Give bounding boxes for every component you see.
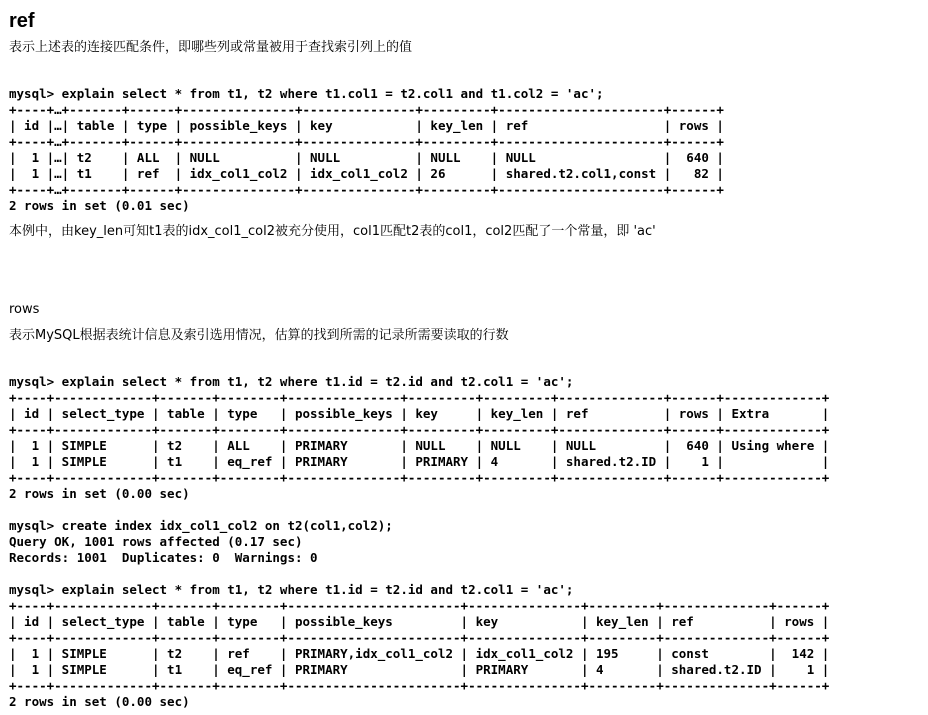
code-line: +----+…+-------+------+---------------+---------------+---------+----------------------+------+	[9, 182, 724, 197]
code-line: mysql> explain select * from t1, t2 where t1.id = t2.id and t2.col1 = 'ac';	[9, 374, 574, 389]
code-line: | id | select_type | table | type | possible_keys | key | key_len | ref | rows | Extra |	[9, 406, 830, 421]
ref-code-block	[9, 86, 724, 214]
ref-heading: ref	[9, 10, 35, 32]
code-line: 2 rows in set (0.00 sec)	[9, 694, 190, 709]
code-line: mysql> create index idx_col1_col2 on t2(col1,col2);	[9, 518, 393, 533]
code-line: +----+-------------+-------+--------+-----------------------+---------------+---------+--------------+------+	[9, 598, 830, 613]
code-line: +----+-------------+-------+--------+---------------+---------+---------+--------------+------+-------------+	[9, 470, 830, 485]
code-line: +----+-------------+-------+--------+-----------------------+---------------+---------+--------------+------+	[9, 630, 830, 645]
code-line: mysql> explain select * from t1, t2 where t1.id = t2.id and t2.col1 = 'ac';	[9, 582, 574, 597]
code-line: | 1 | SIMPLE | t1 | eq_ref | PRIMARY | PRIMARY | 4 | shared.t2.ID | 1 |	[9, 662, 830, 677]
rows-description: 表示MySQL根据表统计信息及索引选用情况，估算的找到所需的记录所需要读取的行数	[9, 328, 509, 343]
code-line: Records: 1001 Duplicates: 0 Warnings: 0	[9, 550, 318, 565]
rows-code-block	[9, 374, 829, 710]
code-line: +----+-------------+-------+--------+---------------+---------+---------+--------------+------+-------------+	[9, 390, 830, 405]
code-line: 2 rows in set (0.00 sec)	[9, 486, 190, 501]
code-line: Query OK, 1001 rows affected (0.17 sec)	[9, 534, 303, 549]
code-line: | id |…| table | type | possible_keys | key | key_len | ref | rows |	[9, 118, 724, 133]
code-line: +----+…+-------+------+---------------+---------------+---------+----------------------+------+	[9, 134, 724, 149]
code-line: +----+…+-------+------+---------------+---------------+---------+----------------------+------+	[9, 102, 724, 117]
code-line: +----+-------------+-------+--------+---------------+---------+---------+--------------+------+-------------+	[9, 422, 830, 437]
code-line: 2 rows in set (0.01 sec)	[9, 198, 190, 213]
code-line: | 1 | SIMPLE | t1 | eq_ref | PRIMARY | PRIMARY | 4 | shared.t2.ID | 1 | |	[9, 454, 830, 469]
ref-note: 本例中，由key_len可知t1表的idx_col1_col2被充分使用，col1匹配t2表的col1，col2匹配了一个常量，即 'ac'	[9, 224, 656, 239]
code-line: | id | select_type | table | type | possible_keys | key | key_len | ref | rows |	[9, 614, 830, 629]
code-line: | 1 |…| t2 | ALL | NULL | NULL | NULL | NULL | 640 |	[9, 150, 724, 165]
code-line: +----+-------------+-------+--------+-----------------------+---------------+---------+--------------+------+	[9, 678, 830, 693]
code-line: | 1 | SIMPLE | t2 | ref | PRIMARY,idx_col1_col2 | idx_col1_col2 | 195 | const | 142 |	[9, 646, 830, 661]
code-line: | 1 |…| t1 | ref | idx_col1_col2 | idx_col1_col2 | 26 | shared.t2.col1,const | 82 |	[9, 166, 724, 181]
code-line: mysql> explain select * from t1, t2 where t1.col1 = t2.col1 and t1.col2 = 'ac';	[9, 86, 604, 101]
ref-description: 表示上述表的连接匹配条件，即哪些列或常量被用于查找索引列上的值	[9, 40, 413, 55]
code-line: | 1 | SIMPLE | t2 | ALL | PRIMARY | NULL | NULL | NULL | 640 | Using where |	[9, 438, 830, 453]
rows-heading: rows	[9, 302, 40, 317]
